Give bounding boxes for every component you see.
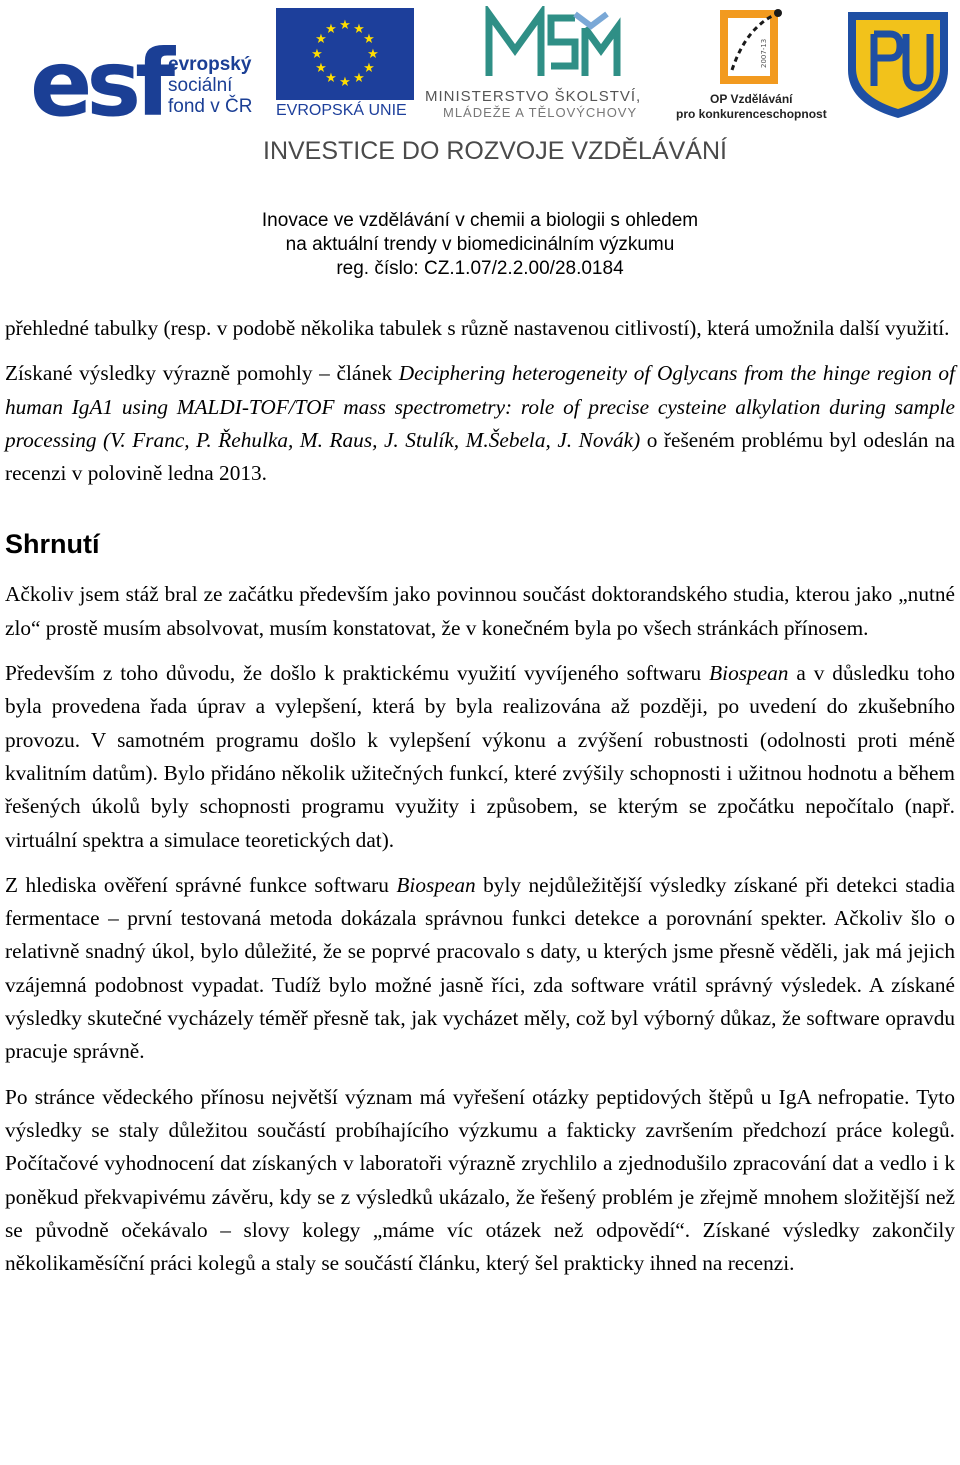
opvk-logo-line2: pro konkurenceschopnost [676,107,827,121]
opvk-logo [676,6,830,121]
logo-banner [0,0,960,175]
software-name: Biospean [709,661,789,686]
opvk-emblem-icon [680,6,830,90]
esf-logo-line3: fond v ČR [168,96,253,117]
section-heading-summary: Shrnutí [5,529,100,560]
paragraph-2-text-b: o řešeném problému byl odeslán na recenzi v polovině ledna 2013. [5,427,955,486]
svg-text:★: ★ [367,47,379,62]
svg-text:★: ★ [325,22,337,37]
svg-text:★: ★ [363,32,375,47]
svg-text:★: ★ [315,32,327,47]
msmt-logo-caption-line2: MLÁDEŽE A TĚLOVÝCHOVY [443,105,638,120]
paragraph-6: Po stránce vědeckého přínosu největší význam má vyřešení otázky peptidových štěpů u IgA nefropatie. Tyto výsledky se staly důležitou součástí probíhajícího výzkumu a fakticky završením předchozí práce kolegů. Počítačové vyhodnocení dat získaných v laboratoři výrazně zrychlilo a zjednodušilo zpracování dat a vedlo i k poněkud překvapivému závěru, kdy se z výsledků ukázalo, že řešený problém je zřejmě mnohem složitější než se původně očekávalo – slovy kolegy „máme víc otázek než odpovědí“. Získané výsledky zakončily několikaměsíční práci kolegů a staly se součástí článku, který šel prakticky ihned na recenzi. [5,1084,955,1276]
project-header [0,209,960,281]
msmt-monogram-icon [425,6,665,86]
paragraph-2-text-a: Získané výsledky výrazně pomohly – článek [5,361,399,386]
esf-logo-mark: esf [30,30,170,137]
paragraph-4 [5,657,955,857]
project-reg-number: reg. číslo: CZ.1.07/2.2.00/28.0184 [336,258,624,279]
programme-tagline: INVESTICE DO ROZVOJE VZDĚLÁVÁNÍ [263,137,727,165]
svg-text:★: ★ [353,22,365,37]
svg-text:★: ★ [339,18,351,33]
upol-logo [844,8,952,120]
eu-logo [276,8,416,123]
paragraph-2 [5,357,955,490]
esf-logo [28,14,268,137]
svg-text:★: ★ [339,75,351,90]
svg-text:★: ★ [363,61,375,76]
opvk-logo-line1: OP Vzdělávání [710,92,793,106]
svg-text:★: ★ [311,47,323,62]
paragraph-5 [5,869,955,1069]
paragraph-5-text-b: byly nejdůležitější výsledky získané při detekci stadia fermentace – první testovaná metoda dokázala správnou funkci detekce a porovnání spekter. Ačkoliv šlo o relativně snadný úkol, bylo důležité, že se poprvé pracovalo s daty, u kterých jsme přesně věděli, jak má jejich vzájemná podobnost vypadat. Tudíž bylo možné jasně říci, zda software vrátil správný výsledek. A získané výsledky skutečné vycházely téměř přesně tak, jak vycházet měly, což byl výborný důkaz, že software opravdu pracuje správně. [5,872,955,1064]
svg-text:★: ★ [315,61,327,76]
document-body [5,312,955,1292]
project-title-line2: na aktuální trendy v biomedicinálním výzkumu [285,234,675,255]
esf-logo-line1: evropský [168,54,252,75]
paragraph-5-text-a: Z hlediska ověření správné funkce softwaru [5,872,397,897]
msmt-logo [425,6,665,121]
software-name: Biospean [396,872,476,897]
article-citation: Deciphering heterogeneity of Oglycans from the hinge region of human IgA1 using MALDI-TOF/TOF mass spectrometry: role of precise cysteine alkylation during sample processing (V. Franc, P. Řehulka, M. Raus, J. Stulík, M.Šebela, J. Novák) [5,361,955,452]
svg-text:2007-13: 2007-13 [760,38,768,68]
eu-logo-caption: EVROPSKÁ UNIE [276,102,407,119]
esf-logo-line2: sociální [168,75,233,96]
paragraph-4-text-b: a v důsledku toho byla provedena řada úprav a vylepšení, která by byla realizována až později, po uvedení do zkušebního provozu. V samotném programu došlo k vylepšení výkonu a zvýšení robustnosti (odolnosti proti méně kvalitním datům). Bylo přidáno několik užitečných funkcí, které zvýšily schopnosti i užitnou hodnotu a během řešených úkolů byly schopnosti programu využity i způsobem, se kterým se zpočátku nepočítalo (např. virtuální spektra a simulace teoretických dat). [5,661,955,852]
msmt-logo-caption-line1: MINISTERSTVO ŠKOLSTVÍ, [425,88,642,105]
svg-text:★: ★ [325,71,337,86]
paragraph-4-text-a: Především z toho důvodu, že došlo k praktickému využití vyvíjeného softwaru [5,661,710,686]
paragraph-3: Ačkoliv jsem stáž bral ze začátku především jako povinnou součást doktorandského studia, kterou jako „nutné zlo“ prostě musím absolvovat, musím konstatovat, že v konečném byla po všech stránkách přínosem. [5,582,955,640]
upol-shield-icon [844,8,952,120]
eu-flag-icon [276,8,414,100]
svg-text:★: ★ [353,71,365,86]
paragraph-1: přehledné tabulky (resp. v podobě několika tabulek s různě nastavenou citlivostí), která umožnila další využití. [5,316,950,340]
project-title-line1: Inovace ve vzdělávání v chemii a biologii s ohledem [261,210,699,231]
